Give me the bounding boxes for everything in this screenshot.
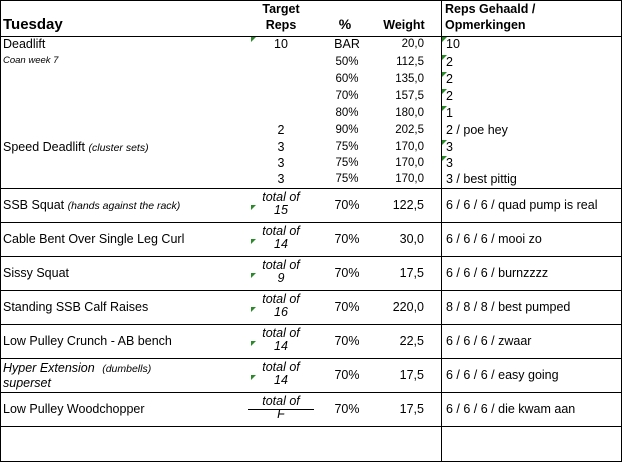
comment-marker: [442, 89, 447, 94]
exercise-done: 6 / 6 / 6 / mooi zo: [446, 232, 542, 246]
exercise-name-ssb-squat: [3, 199, 180, 212]
deadlift-set-6-reps: 2: [277, 123, 285, 137]
total-label: total of: [262, 326, 300, 340]
exercise-pct: 70%: [334, 368, 360, 382]
comment-marker: [442, 37, 447, 42]
exercise-name-speed-deadlift: [3, 141, 149, 154]
deadlift-set-5-pct: 80%: [335, 107, 359, 119]
exercise-weight: 17,5: [399, 368, 424, 382]
total-reps: [246, 361, 316, 387]
exercise-name-pulley-crunch: Low Pulley Crunch - AB bench: [3, 334, 172, 348]
speed-deadlift-set-1-reps: 3: [277, 140, 285, 154]
exercise-pct: 70%: [334, 300, 360, 314]
day-title: Tuesday: [3, 16, 63, 33]
total-label: total of: [262, 224, 300, 238]
grid-line: [0, 256, 622, 257]
grid-line: [0, 188, 622, 189]
exercise-weight: 220,0: [392, 300, 424, 314]
comment-marker: [442, 156, 447, 161]
comment-marker: [251, 37, 256, 42]
deadlift-set-2-pct: 50%: [335, 56, 359, 68]
exercise-weight: 122,5: [392, 198, 424, 212]
total-reps: [246, 191, 316, 217]
deadlift-set-4-weight: 157,5: [395, 90, 424, 102]
grid-line: [0, 0, 622, 1]
speed-deadlift-set-1-done: 3: [446, 140, 453, 154]
exercise-name-hyper-extension: [3, 362, 151, 375]
speed-deadlift-set-1-pct: 75%: [335, 141, 359, 153]
total-label: total of: [262, 360, 300, 374]
total-value: 15: [274, 203, 288, 218]
deadlift-set-3-done: 2: [446, 72, 453, 86]
speed-deadlift-set-2-reps: 3: [277, 156, 285, 170]
speed-deadlift-set-2-weight: 170,0: [395, 157, 424, 169]
exercise-name-deadlift: Deadlift: [3, 37, 46, 51]
total-label: total of: [262, 292, 300, 306]
comment-marker: [442, 140, 447, 145]
deadlift-set-1-done: 10: [446, 37, 460, 51]
exercise-name-woodchopper: Low Pulley Woodchopper: [3, 402, 145, 416]
total-reps: [246, 327, 316, 353]
total-value: 14: [274, 237, 288, 252]
grid-line: [0, 392, 622, 393]
deadlift-set-1-reps: 10: [274, 37, 288, 51]
speed-deadlift-note: (cluster sets): [88, 142, 149, 154]
comment-marker: [442, 55, 447, 60]
exercise-pct: 70%: [334, 266, 360, 280]
target-reps-header-line1: Target: [262, 2, 300, 16]
total-value: 9: [277, 271, 285, 286]
exercise-name: SSB Squat: [3, 198, 65, 212]
total-reps: [246, 293, 316, 319]
comment-marker: [442, 72, 447, 77]
speed-deadlift-name: Speed Deadlift: [3, 140, 86, 154]
total-reps: [246, 225, 316, 251]
exercise-pct: 70%: [334, 232, 360, 246]
deadlift-set-6-done: 2 / poe hey: [446, 123, 508, 137]
exercise-note-deadlift: Coan week 7: [3, 55, 59, 66]
grid-line: [0, 290, 622, 291]
speed-deadlift-set-3-reps: 3: [277, 172, 285, 186]
exercise-pct: 70%: [334, 334, 360, 348]
total-label: total of: [262, 258, 300, 272]
deadlift-set-4-pct: 70%: [335, 90, 359, 102]
exercise-name-line2: superset: [3, 376, 51, 390]
speed-deadlift-set-3-pct: 75%: [335, 173, 359, 185]
fraction-line: [248, 409, 314, 410]
deadlift-set-2-done: 2: [446, 55, 453, 69]
speed-deadlift-set-2-pct: 75%: [335, 157, 359, 169]
exercise-weight: 22,5: [399, 334, 424, 348]
deadlift-set-6-pct: 90%: [335, 124, 359, 136]
deadlift-set-5-done: 1: [446, 106, 453, 120]
exercise-pct: 70%: [334, 198, 360, 212]
total-label: total of: [262, 394, 300, 408]
grid-line: [0, 426, 622, 427]
speed-deadlift-set-3-done: 3 / best pittig: [446, 172, 517, 186]
deadlift-set-1-weight: 20,0: [401, 38, 424, 50]
total-value: 14: [274, 373, 288, 388]
percent-header: %: [338, 16, 352, 32]
deadlift-set-4-done: 2: [446, 89, 453, 103]
grid-line: [0, 324, 622, 325]
reps-done-header-line1: Reps Gehaald /: [445, 2, 536, 16]
exercise-pct: 70%: [334, 402, 360, 416]
speed-deadlift-set-2-done: 3: [446, 156, 453, 170]
reps-done-header-line2: Opmerkingen: [445, 18, 526, 32]
exercise-note: (dumbells): [102, 363, 152, 375]
grid-line: [0, 222, 622, 223]
target-reps-header-line2: Reps: [265, 18, 297, 32]
total-value: 16: [274, 305, 288, 320]
deadlift-set-6-weight: 202,5: [395, 124, 424, 136]
exercise-name: Hyper Extension: [3, 361, 95, 375]
exercise-done: 6 / 6 / 6 / burnzzzz: [446, 266, 549, 280]
grid-line: [0, 36, 622, 37]
comment-marker: [442, 106, 447, 111]
deadlift-set-3-weight: 135,0: [395, 73, 424, 85]
exercise-weight: 30,0: [399, 232, 424, 246]
deadlift-set-1-pct: BAR: [334, 37, 360, 51]
grid-line: [0, 358, 622, 359]
speed-deadlift-set-3-weight: 170,0: [395, 173, 424, 185]
exercise-done: 6 / 6 / 6 / easy going: [446, 368, 559, 382]
weight-header: Weight: [383, 18, 425, 32]
exercise-name-cable-leg-curl: Cable Bent Over Single Leg Curl: [3, 232, 185, 246]
total-value: F: [277, 407, 285, 422]
exercise-weight: 17,5: [399, 266, 424, 280]
deadlift-set-3-pct: 60%: [335, 73, 359, 85]
total-reps: [246, 259, 316, 285]
exercise-name-calf-raises: Standing SSB Calf Raises: [3, 300, 149, 314]
exercise-weight: 17,5: [399, 402, 424, 416]
deadlift-set-5-weight: 180,0: [395, 107, 424, 119]
exercise-note: (hands against the rack): [67, 200, 181, 212]
exercise-done: 6 / 6 / 6 / zwaar: [446, 334, 532, 348]
exercise-name-sissy-squat: Sissy Squat: [3, 266, 70, 280]
total-value: 14: [274, 339, 288, 354]
deadlift-set-2-weight: 112,5: [396, 56, 424, 68]
exercise-done: 6 / 6 / 6 / quad pump is real: [446, 198, 598, 212]
speed-deadlift-set-1-weight: 170,0: [395, 141, 424, 153]
total-label: total of: [262, 190, 300, 204]
exercise-done: 8 / 8 / 8 / best pumped: [446, 300, 571, 314]
exercise-done: 6 / 6 / 6 / die kwam aan: [446, 402, 576, 416]
